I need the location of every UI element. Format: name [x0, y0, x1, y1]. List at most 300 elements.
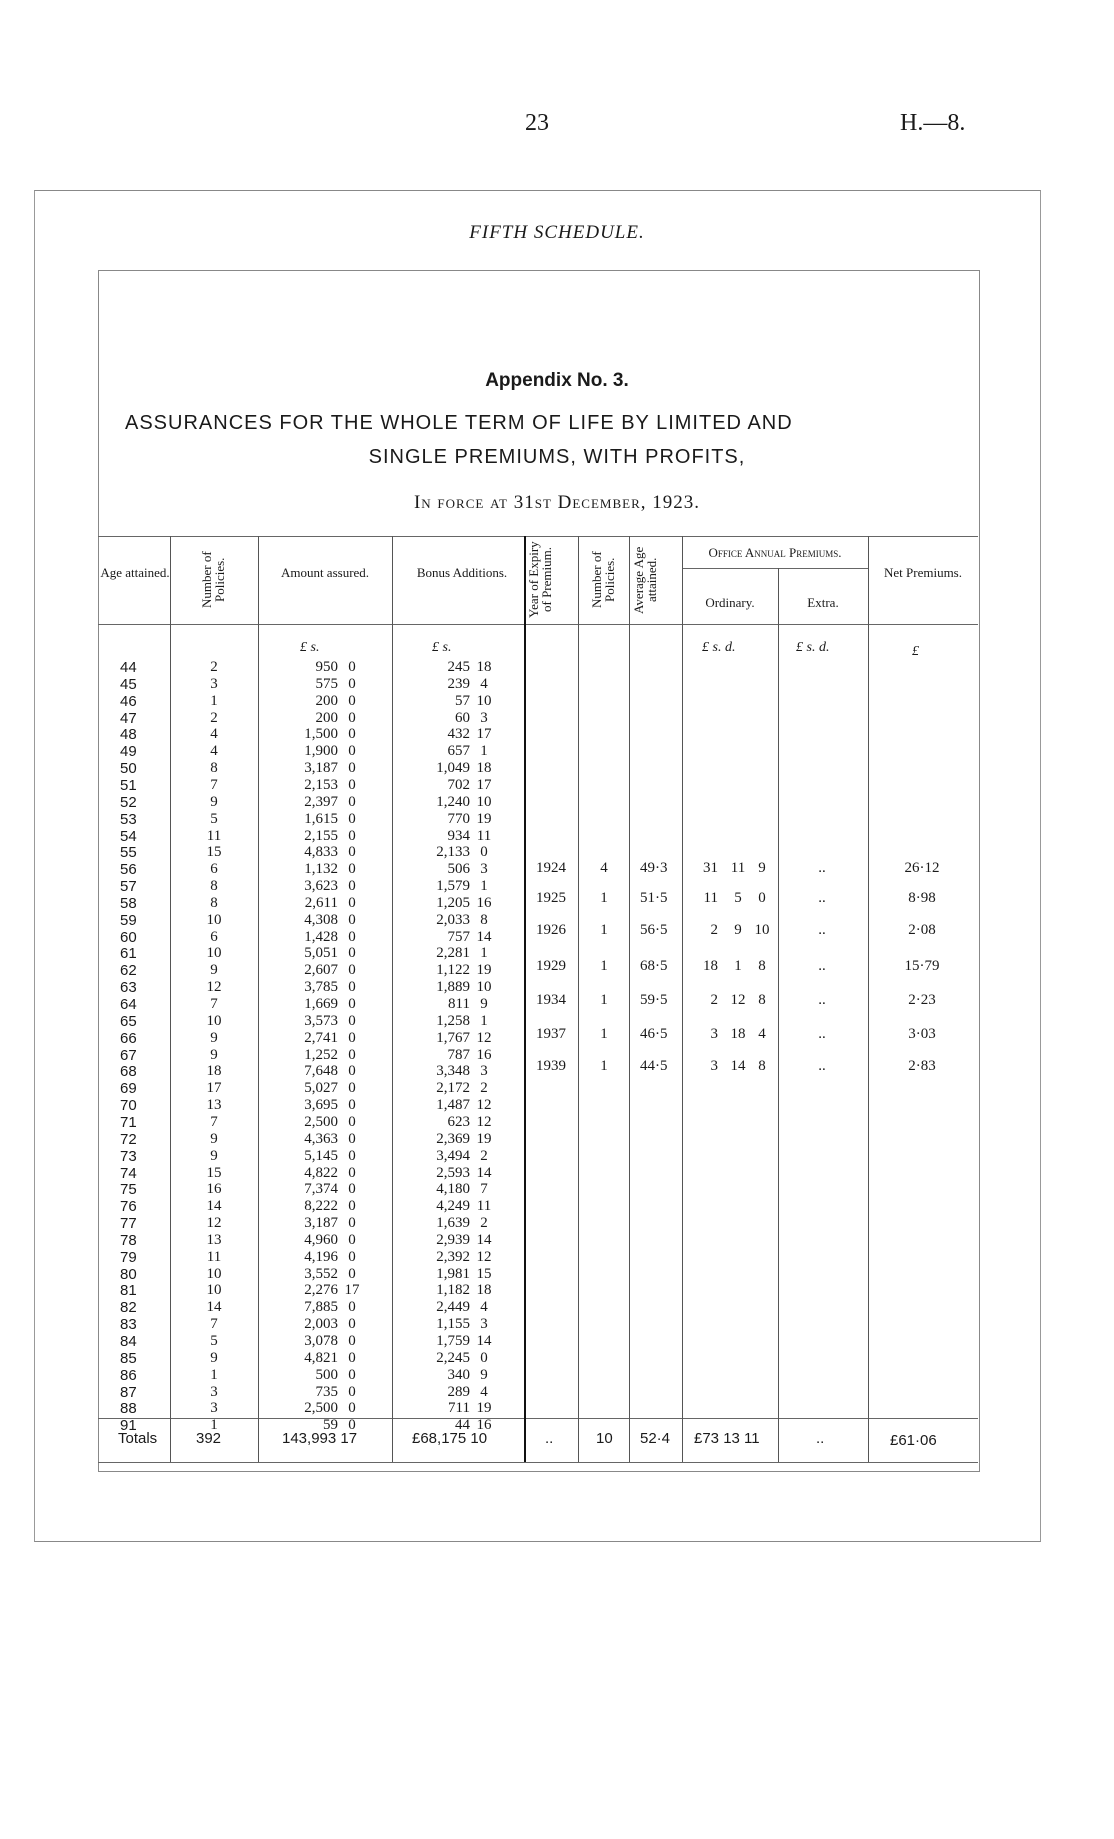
- cell-bonus: 711: [448, 1400, 470, 1417]
- cell-policies: 1: [210, 1417, 218, 1434]
- column-divider: [778, 568, 779, 1462]
- cell-extra: ..: [818, 1058, 826, 1074]
- cell-amount: 3,187: [304, 760, 338, 777]
- cell-bonus: 2,033: [436, 911, 470, 928]
- cell-bonus: 770: [447, 810, 470, 827]
- cell-age: 88: [120, 1400, 137, 1418]
- cell-age: 54: [120, 827, 137, 845]
- cell-amount-shillings: 0: [348, 1046, 356, 1063]
- cell-amount-shillings: 0: [348, 776, 356, 793]
- cell-bonus-shillings: 9: [480, 1366, 488, 1383]
- cell-amount: 575: [315, 675, 338, 692]
- cell-amount: 7,648: [304, 1063, 338, 1080]
- cell-bonus-shillings: 0: [480, 1349, 488, 1366]
- cell-bonus-shillings: 4: [480, 1299, 488, 1316]
- cell-bonus: 2,245: [436, 1349, 470, 1366]
- cell-bonus-shillings: 14: [476, 928, 492, 945]
- header-top-rule: [98, 536, 978, 537]
- cell-net-premium: 26·12: [904, 860, 940, 876]
- column-divider: [868, 536, 869, 1462]
- cell-age: 60: [120, 928, 137, 946]
- cell-bonus-shillings: 10: [476, 979, 492, 996]
- column-divider: [258, 536, 259, 1462]
- cell-age: 59: [120, 911, 137, 929]
- cell-bonus: 1,487: [436, 1097, 470, 1114]
- cell-bonus-shillings: 7: [480, 1181, 488, 1198]
- cell-bonus-shillings: 16: [476, 1417, 492, 1434]
- cell-amount: 5,027: [304, 1080, 338, 1097]
- cell-amount: 59: [323, 1417, 338, 1434]
- cell-amount-shillings: 17: [344, 1282, 360, 1299]
- cell-age: 91: [120, 1417, 137, 1435]
- cell-bonus-shillings: 17: [476, 726, 492, 743]
- cell-policies: 4: [210, 726, 218, 743]
- cell-age: 57: [120, 878, 137, 896]
- cell-amount-shillings: 0: [348, 1383, 356, 1400]
- cell-bonus-shillings: 2: [480, 1215, 488, 1232]
- cell-policies: 8: [210, 878, 218, 895]
- cell-policies-2: 1: [600, 1058, 608, 1074]
- cell-net-premium: 15·79: [904, 958, 940, 974]
- cell-policies: 8: [210, 760, 218, 777]
- cell-policies-2: 1: [600, 1026, 608, 1042]
- cell-bonus-shillings: 4: [480, 675, 488, 692]
- cell-bonus-shillings: 18: [476, 1282, 492, 1299]
- cell-policies: 3: [210, 675, 218, 692]
- cell-amount-shillings: 0: [348, 760, 356, 777]
- cell-policies: 11: [206, 827, 222, 844]
- cell-amount-shillings: 0: [348, 1080, 356, 1097]
- cell-bonus: 432: [447, 726, 470, 743]
- cell-ordinary-pounds: 3: [710, 1026, 718, 1042]
- cell-age: 79: [120, 1248, 137, 1266]
- cell-ordinary-pounds: 11: [703, 890, 718, 906]
- cell-bonus: 2,369: [436, 1130, 470, 1147]
- cell-amount: 1,132: [304, 861, 338, 878]
- cell-ordinary-shillings: 11: [730, 860, 746, 876]
- cell-net-premium: 3·03: [908, 1026, 936, 1042]
- cell-bonus-shillings: 3: [480, 709, 488, 726]
- cell-bonus: 44: [455, 1417, 470, 1434]
- cell-amount: 4,960: [304, 1231, 338, 1248]
- cell-policies-2: 1: [600, 922, 608, 938]
- column-divider: [629, 536, 630, 1462]
- cell-bonus: 2,593: [436, 1164, 470, 1181]
- cell-policies: 7: [210, 776, 218, 793]
- cell-amount: 2,397: [304, 793, 338, 810]
- cell-amount-shillings: 0: [348, 793, 356, 810]
- cell-age: 67: [120, 1046, 137, 1064]
- cell-bonus-shillings: 17: [476, 776, 492, 793]
- cell-bonus-shillings: 11: [476, 1198, 492, 1215]
- cell-amount: 2,155: [304, 827, 338, 844]
- cell-amount: 2,153: [304, 776, 338, 793]
- cell-ordinary-shillings: 1: [734, 958, 742, 974]
- totals-amount: 143,993 17: [282, 1430, 358, 1447]
- header-office-premiums: Office Annual Premiums.: [708, 545, 842, 560]
- cell-year-expiry: 1934: [536, 992, 566, 1008]
- cell-ordinary-shillings: 14: [730, 1058, 746, 1074]
- cell-ordinary-pounds: 18: [703, 958, 718, 974]
- cell-average-age: 68·5: [640, 958, 668, 974]
- cell-policies-2: 1: [600, 890, 608, 906]
- cell-age: 72: [120, 1130, 137, 1148]
- cell-age: 62: [120, 962, 137, 980]
- cell-bonus-shillings: 15: [476, 1265, 492, 1282]
- cell-bonus: 934: [447, 827, 470, 844]
- cell-bonus: 2,939: [436, 1231, 470, 1248]
- cell-amount-shillings: 0: [348, 810, 356, 827]
- cell-policies: 5: [210, 810, 218, 827]
- cell-bonus-shillings: 14: [476, 1231, 492, 1248]
- cell-amount: 1,500: [304, 726, 338, 743]
- cell-amount-shillings: 0: [348, 1248, 356, 1265]
- cell-bonus-shillings: 14: [476, 1333, 492, 1349]
- cell-bonus: 1,122: [436, 962, 470, 979]
- cell-amount: 2,276: [304, 1282, 338, 1299]
- cell-policies: 10: [206, 1282, 222, 1299]
- cell-amount: 2,500: [304, 1400, 338, 1417]
- cell-amount: 2,611: [304, 894, 338, 911]
- cell-amount-shillings: 0: [348, 945, 356, 962]
- cell-policies-2: 1: [600, 992, 608, 1008]
- cell-amount: 7,885: [304, 1299, 338, 1316]
- cell-bonus: 2,133: [436, 844, 470, 861]
- cell-amount: 3,573: [304, 1012, 338, 1029]
- cell-bonus: 4,180: [436, 1181, 470, 1198]
- cell-amount-shillings: 0: [348, 1012, 356, 1029]
- totals-policies: 392: [196, 1430, 222, 1447]
- cell-bonus-shillings: 9: [480, 996, 488, 1012]
- cell-bonus-shillings: 2: [480, 1147, 488, 1164]
- cell-bonus: 1,981: [436, 1265, 470, 1282]
- cell-policies: 13: [206, 1097, 222, 1114]
- cell-amount: 8,222: [304, 1198, 338, 1215]
- unit-net: £: [912, 644, 919, 659]
- cell-policies: 9: [210, 793, 218, 810]
- cell-age: 50: [120, 760, 137, 778]
- cell-amount-shillings: 0: [348, 1147, 356, 1164]
- cell-amount-shillings: 0: [348, 692, 356, 709]
- cell-bonus-shillings: 1: [480, 945, 488, 962]
- cell-policies: 3: [210, 1400, 218, 1417]
- cell-amount: 4,821: [304, 1349, 338, 1366]
- cell-amount: 500: [315, 1366, 338, 1383]
- cell-ordinary-shillings: 9: [734, 922, 742, 938]
- cell-age: 56: [120, 861, 137, 879]
- cell-amount-shillings: 0: [348, 979, 356, 996]
- cell-bonus-shillings: 3: [480, 1063, 488, 1080]
- cell-amount-shillings: 0: [348, 675, 356, 692]
- in-force-date: In force at 31st December, 1923.: [413, 492, 701, 513]
- cell-bonus: 1,759: [436, 1333, 470, 1349]
- cell-amount-shillings: 0: [348, 911, 356, 928]
- cell-amount: 4,308: [304, 911, 338, 928]
- cell-policies: 10: [206, 945, 222, 962]
- cell-policies: 1: [210, 1366, 218, 1383]
- totals-net: £61·06: [890, 1432, 937, 1449]
- cell-bonus: 2,172: [436, 1080, 470, 1097]
- cell-ordinary-pence: 8: [758, 992, 766, 1008]
- cell-policies: 15: [206, 1164, 222, 1181]
- header-year-expiry: Year of Expiry of Premium.: [526, 541, 554, 619]
- totals-bonus: £68,175 10: [412, 1430, 488, 1447]
- heading-line-1: ASSURANCES FOR THE WHOLE TERM OF LIFE BY LIMITED AND: [125, 412, 793, 434]
- cell-extra: ..: [818, 1026, 826, 1042]
- cell-bonus: 60: [455, 709, 470, 726]
- cell-age: 87: [120, 1383, 137, 1401]
- cell-age: 61: [120, 945, 137, 963]
- cell-amount: 3,785: [304, 979, 338, 996]
- cell-amount-shillings: 0: [348, 928, 356, 945]
- cell-net-premium: 2·83: [908, 1058, 936, 1074]
- cell-amount: 1,428: [304, 928, 338, 945]
- cell-amount: 1,252: [304, 1046, 338, 1063]
- cell-ordinary-pounds: 31: [703, 860, 718, 876]
- cell-year-expiry: 1939: [536, 1058, 566, 1074]
- cell-bonus-shillings: 14: [476, 1164, 492, 1181]
- cell-ordinary-shillings: 12: [730, 992, 746, 1008]
- cell-year-expiry: 1929: [536, 958, 566, 974]
- page-reference: H.—8.: [900, 110, 966, 136]
- cell-extra: ..: [818, 890, 826, 906]
- cell-bonus: 1,182: [436, 1282, 470, 1299]
- cell-amount-shillings: 0: [348, 1417, 356, 1434]
- cell-age: 45: [120, 675, 137, 693]
- cell-policies: 2: [210, 709, 218, 726]
- column-divider: [392, 536, 393, 1462]
- cell-amount-shillings: 0: [348, 1366, 356, 1383]
- column-divider: [682, 536, 683, 1462]
- cell-amount-shillings: 0: [348, 1400, 356, 1417]
- cell-age: 77: [120, 1215, 137, 1233]
- cell-bonus-shillings: 2: [480, 1080, 488, 1097]
- cell-net-premium: 8·98: [908, 890, 936, 906]
- cell-bonus-shillings: 19: [476, 1130, 492, 1147]
- cell-bonus-shillings: 16: [476, 894, 492, 911]
- cell-bonus-shillings: 0: [480, 844, 488, 861]
- cell-age: 58: [120, 894, 137, 912]
- cell-ordinary-shillings: 5: [734, 890, 742, 906]
- cell-ordinary-pounds: 3: [710, 1058, 718, 1074]
- cell-bonus-shillings: 1: [480, 1012, 488, 1029]
- unit-amount: £ s.: [300, 640, 320, 655]
- cell-bonus: 811: [448, 996, 470, 1012]
- cell-age: 49: [120, 743, 137, 761]
- cell-amount-shillings: 0: [348, 962, 356, 979]
- cell-age: 69: [120, 1080, 137, 1098]
- cell-bonus-shillings: 3: [480, 1316, 488, 1333]
- cell-extra: ..: [818, 958, 826, 974]
- cell-bonus: 1,205: [436, 894, 470, 911]
- cell-bonus-shillings: 10: [476, 692, 492, 709]
- cell-amount-shillings: 0: [348, 1215, 356, 1232]
- unit-extra: £ s. d.: [796, 640, 830, 655]
- cell-ordinary-pence: 8: [758, 958, 766, 974]
- cell-age: 74: [120, 1164, 137, 1182]
- cell-policies: 4: [210, 743, 218, 760]
- cell-age: 51: [120, 776, 137, 794]
- cell-bonus: 245: [447, 659, 470, 675]
- cell-amount: 4,196: [304, 1248, 338, 1265]
- cell-age: 71: [120, 1113, 137, 1131]
- header-num-policies-2: Number of Policies.: [589, 551, 617, 609]
- header-avg-age: Average Age attained.: [631, 546, 659, 614]
- schedule-title: FIFTH SCHEDULE.: [469, 222, 645, 243]
- cell-bonus-shillings: 1: [480, 743, 488, 760]
- cell-bonus-shillings: 12: [476, 1097, 492, 1114]
- cell-bonus: 1,767: [436, 1029, 470, 1046]
- cell-average-age: 51·5: [640, 890, 668, 906]
- cell-bonus: 340: [447, 1366, 470, 1383]
- cell-bonus: 1,049: [436, 760, 470, 777]
- cell-average-age: 46·5: [640, 1026, 668, 1042]
- cell-age: 68: [120, 1063, 137, 1081]
- cell-policies: 10: [206, 1012, 222, 1029]
- cell-bonus: 2,449: [436, 1299, 470, 1316]
- cell-amount-shillings: 0: [348, 1113, 356, 1130]
- totals-extra: ..: [816, 1430, 825, 1447]
- cell-bonus: 1,889: [436, 979, 470, 996]
- cell-average-age: 44·5: [640, 1058, 668, 1074]
- totals-average-age: 52·4: [640, 1430, 671, 1447]
- cell-bonus-shillings: 3: [480, 861, 488, 878]
- cell-amount: 735: [315, 1383, 338, 1400]
- cell-ordinary-pounds: 2: [710, 922, 718, 938]
- cell-policies: 9: [210, 1029, 218, 1046]
- cell-age: 70: [120, 1097, 137, 1115]
- cell-amount: 200: [315, 709, 338, 726]
- cell-average-age: 49·3: [640, 860, 668, 876]
- cell-bonus: 289: [447, 1383, 470, 1400]
- cell-year-expiry: 1925: [536, 890, 566, 906]
- cell-policies: 3: [210, 1383, 218, 1400]
- cell-age: 46: [120, 692, 137, 710]
- cell-bonus-shillings: 16: [476, 1046, 492, 1063]
- cell-bonus: 702: [447, 776, 470, 793]
- cell-bonus: 1,258: [436, 1012, 470, 1029]
- cell-year-expiry: 1926: [536, 922, 566, 938]
- cell-policies: 8: [210, 894, 218, 911]
- header-amount: Amount assured.: [280, 565, 370, 580]
- cell-age: 75: [120, 1181, 137, 1199]
- cell-bonus-shillings: 4: [480, 1383, 488, 1400]
- cell-bonus: 787: [447, 1046, 470, 1063]
- cell-amount: 1,900: [304, 743, 338, 760]
- cell-age: 63: [120, 979, 137, 997]
- header-bonus: Bonus Additions.: [416, 565, 508, 580]
- cell-amount-shillings: 0: [348, 894, 356, 911]
- cell-amount: 2,500: [304, 1113, 338, 1130]
- cell-bonus: 757: [447, 928, 470, 945]
- cell-amount-shillings: 0: [348, 1198, 356, 1215]
- cell-net-premium: 2·08: [908, 922, 936, 938]
- cell-policies: 6: [210, 928, 218, 945]
- cell-amount-shillings: 0: [348, 1097, 356, 1114]
- cell-policies: 2: [210, 659, 218, 675]
- cell-bonus: 57: [455, 692, 470, 709]
- cell-age: 65: [120, 1012, 137, 1030]
- cell-policies: 1: [210, 692, 218, 709]
- cell-policies: 9: [210, 1349, 218, 1366]
- cell-bonus: 506: [447, 861, 470, 878]
- cell-ordinary-pence: 9: [758, 860, 766, 876]
- cell-amount: 3,695: [304, 1097, 338, 1114]
- cell-net-premium: 2·23: [908, 992, 936, 1008]
- totals-bottom-rule: [98, 1462, 978, 1463]
- cell-ordinary-pence: 10: [754, 922, 770, 938]
- cell-bonus: 3,494: [436, 1147, 470, 1164]
- appendix-title: Appendix No. 3.: [485, 370, 629, 391]
- cell-amount-shillings: 0: [348, 861, 356, 878]
- header-ordinary: Ordinary.: [705, 595, 755, 610]
- cell-ordinary-shillings: 18: [730, 1026, 746, 1042]
- cell-amount: 3,078: [304, 1333, 338, 1349]
- cell-policies: 18: [206, 1063, 222, 1080]
- cell-ordinary-pence: 0: [758, 890, 766, 906]
- cell-amount: 4,822: [304, 1164, 338, 1181]
- cell-age: 86: [120, 1366, 137, 1384]
- cell-policies: 7: [210, 996, 218, 1012]
- cell-bonus-shillings: 12: [476, 1113, 492, 1130]
- cell-policies: 15: [206, 844, 222, 861]
- cell-ordinary-pounds: 2: [710, 992, 718, 1008]
- cell-age: 78: [120, 1231, 137, 1249]
- cell-bonus: 1,240: [436, 793, 470, 810]
- cell-amount: 4,833: [304, 844, 338, 861]
- cell-amount-shillings: 0: [348, 1265, 356, 1282]
- cell-policies: 14: [206, 1198, 222, 1215]
- cell-policies: 5: [210, 1333, 218, 1349]
- cell-policies: 7: [210, 1316, 218, 1333]
- cell-amount-shillings: 0: [348, 1231, 356, 1248]
- totals-label: Totals: [118, 1430, 158, 1447]
- header-num-policies: Number of Policies.: [199, 551, 227, 609]
- cell-average-age: 59·5: [640, 992, 668, 1008]
- cell-year-expiry: 1924: [536, 860, 566, 876]
- cell-extra: ..: [818, 860, 826, 876]
- cell-policies: 11: [206, 1248, 222, 1265]
- cell-age: 81: [120, 1282, 137, 1300]
- header-net-premiums: Net Premiums.: [884, 565, 962, 580]
- cell-bonus-shillings: 1: [480, 878, 488, 895]
- cell-amount: 5,145: [304, 1147, 338, 1164]
- cell-amount: 2,003: [304, 1316, 338, 1333]
- cell-policies: 10: [206, 1265, 222, 1282]
- cell-policies: 17: [206, 1080, 222, 1097]
- cell-ordinary-pence: 8: [758, 1058, 766, 1074]
- cell-policies: 6: [210, 861, 218, 878]
- cell-bonus-shillings: 12: [476, 1248, 492, 1265]
- totals-policies-2: 10: [596, 1430, 613, 1447]
- cell-age: 76: [120, 1198, 137, 1216]
- cell-amount-shillings: 0: [348, 827, 356, 844]
- cell-age: 44: [120, 659, 137, 676]
- cell-amount: 7,374: [304, 1181, 338, 1198]
- cell-amount: 1,615: [304, 810, 338, 827]
- cell-policies: 7: [210, 1113, 218, 1130]
- totals-top-rule: [98, 1418, 978, 1419]
- cell-amount: 2,741: [304, 1029, 338, 1046]
- cell-amount-shillings: 0: [348, 878, 356, 895]
- cell-age: 52: [120, 793, 137, 811]
- cell-amount-shillings: 0: [348, 1181, 356, 1198]
- cell-policies-2: 1: [600, 958, 608, 974]
- cell-amount: 950: [315, 659, 338, 675]
- cell-age: 55: [120, 844, 137, 862]
- cell-bonus: 2,392: [436, 1248, 470, 1265]
- column-divider-heavy: [524, 536, 526, 1462]
